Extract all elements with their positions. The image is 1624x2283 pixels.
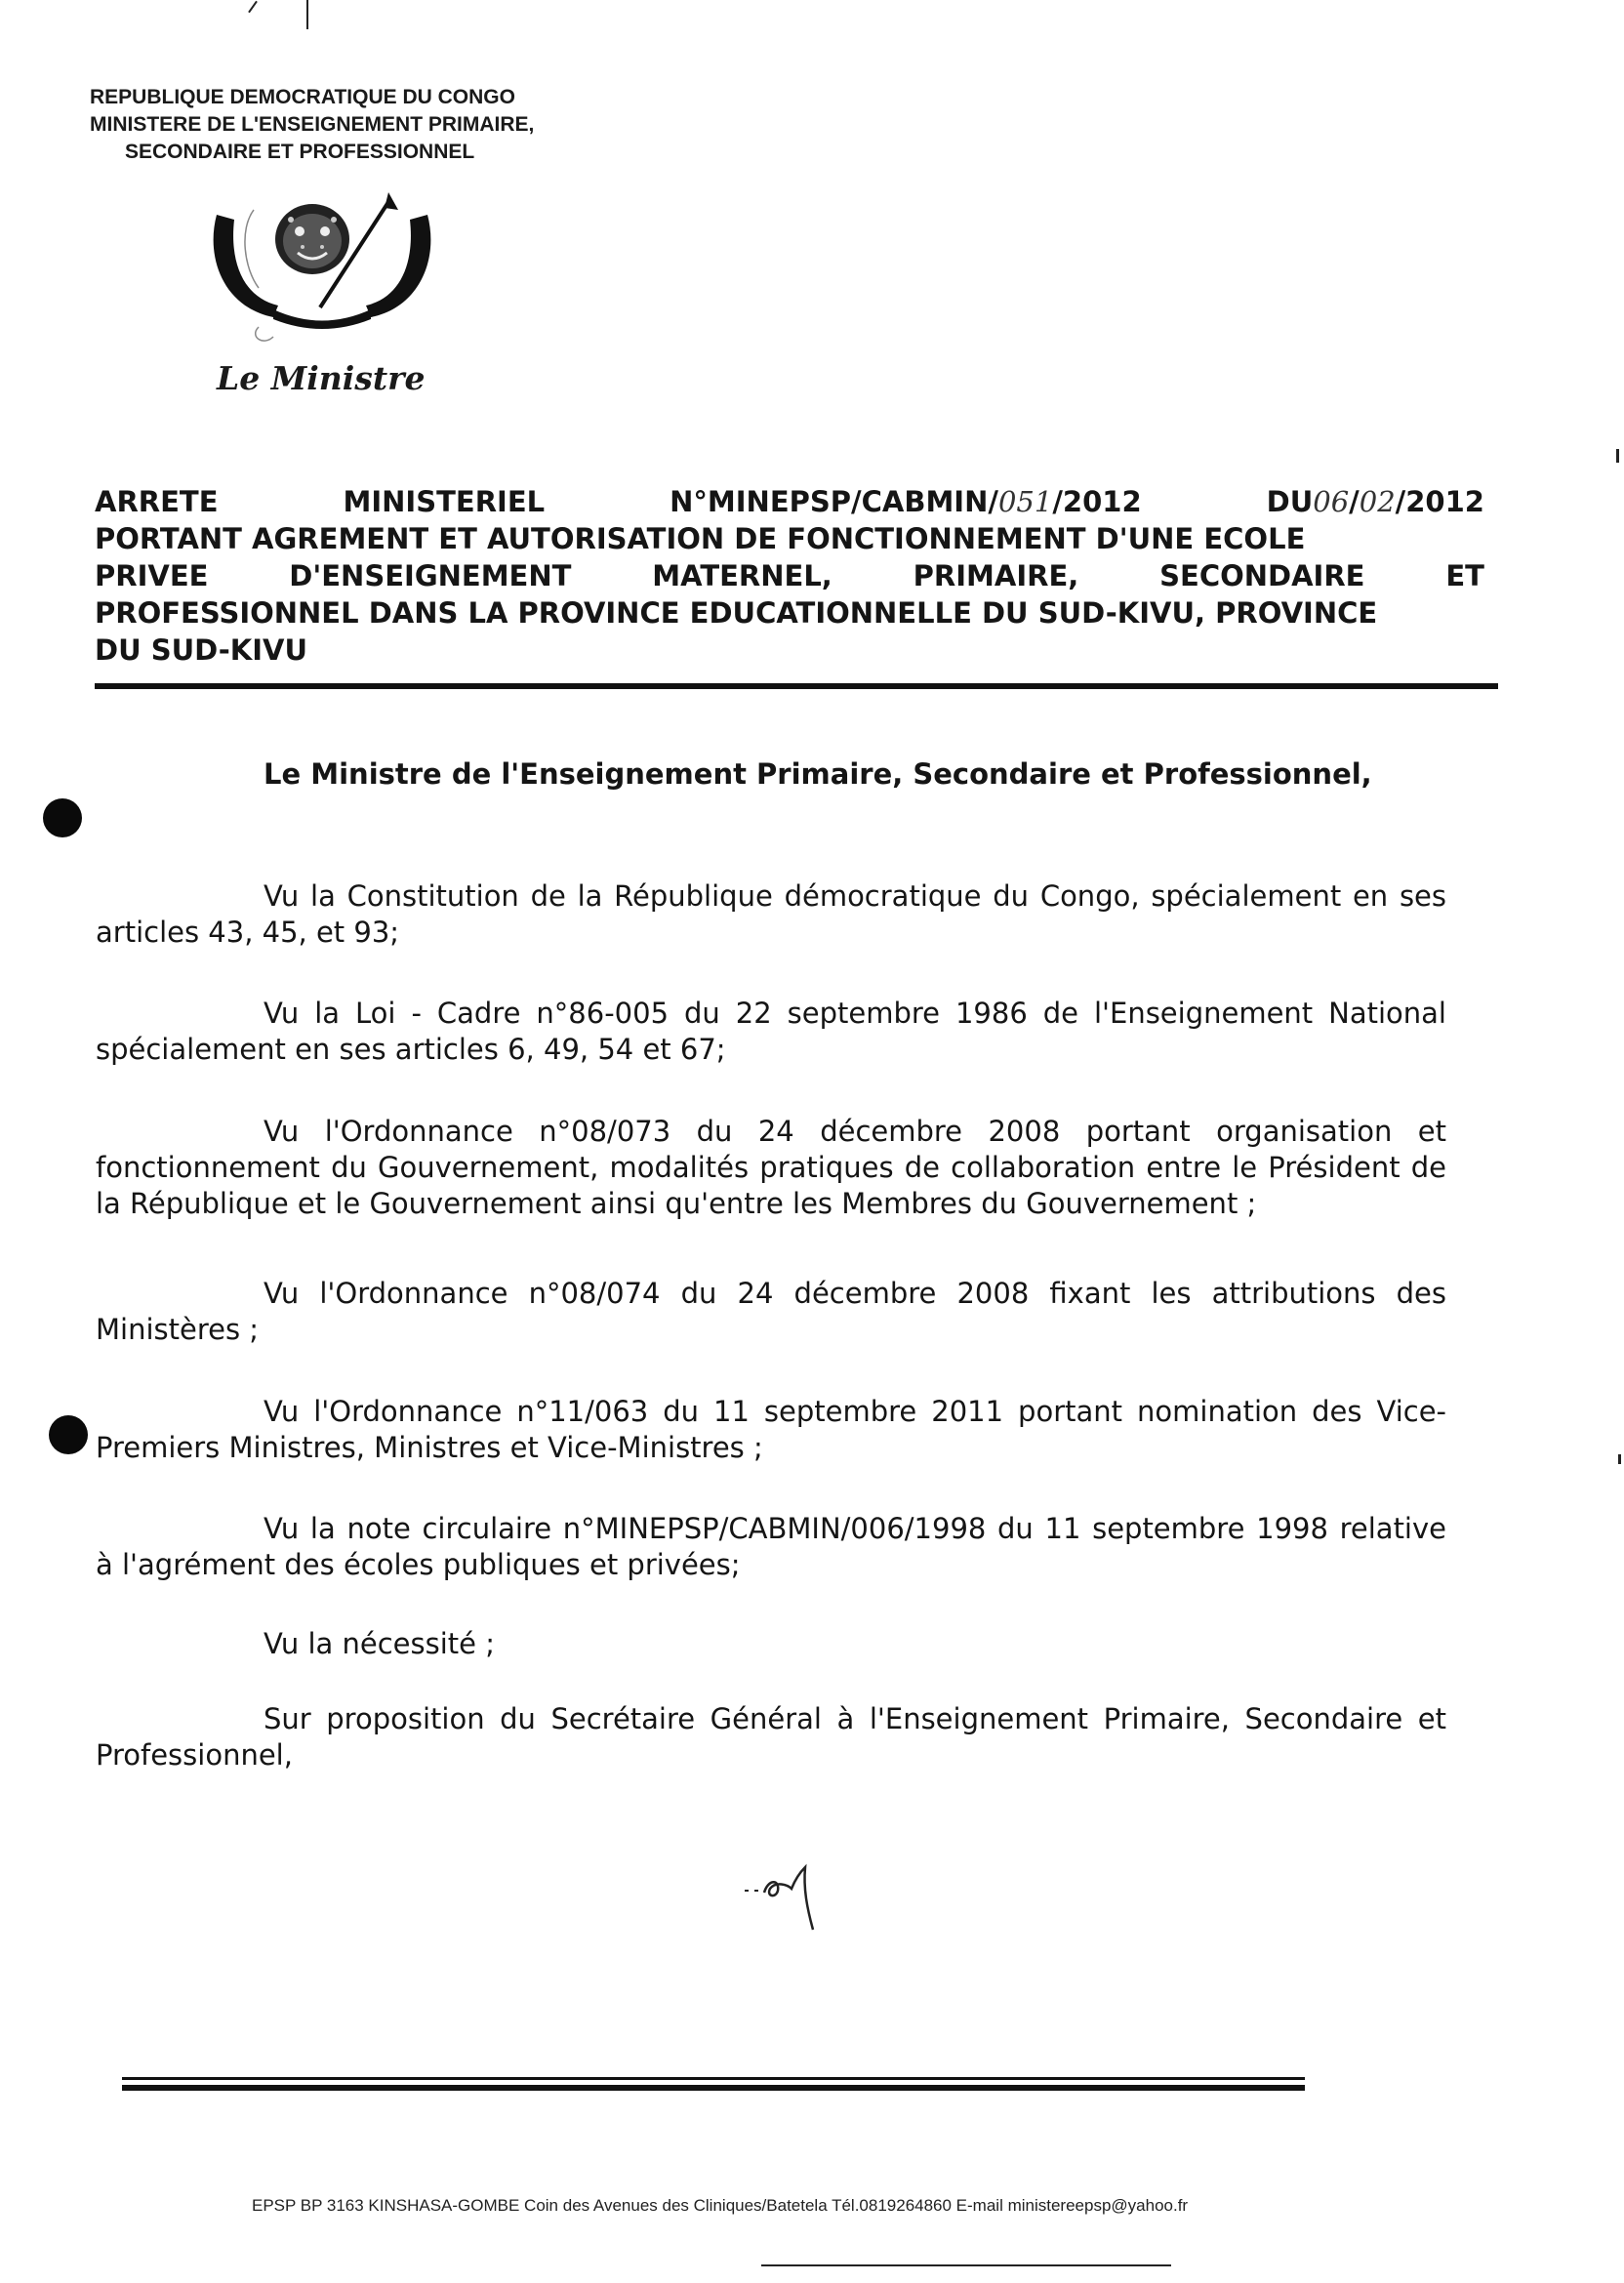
- title-word: MATERNEL,: [652, 559, 832, 592]
- considerant-paragraph: Vu la note circulaire n°MINEPSP/CABMIN/006/1998 du 11 septembre 1998 relative à l'agrément des écoles publiques et privées;: [96, 1512, 1446, 1581]
- scan-artifact: [761, 2264, 1171, 2266]
- title-word: PRIMAIRE,: [913, 559, 1079, 592]
- header-ministry: MINISTERE DE L'ENSEIGNEMENT PRIMAIRE,: [90, 113, 535, 136]
- scan-artifact: [248, 1, 258, 14]
- considerant-paragraph: Sur proposition du Secrétaire Général à l'Enseignement Primaire, Secondaire et Professionnel,: [96, 1702, 1446, 1772]
- title-word-arrete: ARRETE: [95, 485, 219, 518]
- title-line-4: PROFESSIONNEL DANS LA PROVINCE EDUCATIONNELLE DU SUD-KIVU, PROVINCE: [95, 596, 1378, 630]
- scan-artifact: [1616, 449, 1619, 463]
- considerant-paragraph: Vu la Constitution de la République démocratique du Congo, spécialement en ses articles 43, 45, et 93;: [96, 879, 1446, 949]
- considerant-paragraph: Vu l'Ordonnance n°11/063 du 11 septembre 2011 portant nomination des Vice-Premiers Ministres, Ministres et Vice-Ministres ;: [96, 1395, 1446, 1464]
- date-suffix: /2012: [1395, 485, 1484, 518]
- footer-address: EPSP BP 3163 KINSHASA-GOMBE Coin des Avenues des Cliniques/Batetela Tél.0819264860 E-mail ministereepsp@yahoo.fr: [252, 2196, 1189, 2215]
- decree-date: DU06/02/2012: [1266, 485, 1484, 518]
- scan-artifact: [1618, 1454, 1621, 1464]
- considerant-paragraph: Vu l'Ordonnance n°08/073 du 24 décembre 2008 portant organisation et fonctionnement du Gouvernement, modalités pratiques de collaboration entre le Président de la République et le Gouvernement ainsi qu'entre les Membres du Gouvernement ;: [96, 1115, 1446, 1220]
- title-line-1: [95, 483, 1484, 520]
- decree-reference: [670, 483, 1142, 520]
- header-ministry-cont: SECONDAIRE ET PROFESSIONNEL: [125, 141, 475, 163]
- title-word-ministeriel: MINISTERIEL: [343, 485, 546, 518]
- punch-hole-mark: [49, 1415, 88, 1454]
- header-republic: REPUBLIQUE DEMOCRATIQUE DU CONGO: [90, 86, 515, 108]
- title-word: D'ENSEIGNEMENT: [289, 559, 572, 592]
- ref-prefix: N°MINEPSP/CABMIN/: [670, 485, 998, 518]
- punch-hole-mark: [43, 798, 82, 837]
- considerant-paragraph: Vu la Loi - Cadre n°86-005 du 22 septembre 1986 de l'Enseignement National spécialement en ses articles 6, 49, 54 et 67;: [96, 997, 1446, 1066]
- title-word: SECONDAIRE: [1159, 559, 1365, 592]
- footer-rule: [122, 2077, 1305, 2080]
- title-line-5: DU SUD-KIVU: [95, 633, 308, 667]
- footer-rule: [122, 2085, 1305, 2091]
- handwritten-day: 06: [1313, 485, 1350, 518]
- coat-of-arms-icon: [205, 190, 439, 356]
- scan-artifact: [306, 0, 308, 29]
- handwritten-month: 02: [1359, 485, 1396, 518]
- considerant-paragraph: Vu l'Ordonnance n°08/074 du 24 décembre 2008 fixant les attributions des Ministères ;: [96, 1277, 1446, 1346]
- considerant-paragraph: Vu la nécessité ;: [264, 1627, 495, 1660]
- title-line-2: PORTANT AGREMENT ET AUTORISATION DE FONCTIONNEMENT D'UNE ECOLE: [95, 522, 1306, 555]
- handwritten-initials-mark: [737, 1859, 834, 1937]
- signatory-title: Le Ministre: [217, 359, 426, 397]
- ref-suffix: /2012: [1052, 485, 1142, 518]
- minister-heading: Le Ministre de l'Enseignement Primaire, Secondaire et Professionnel,: [264, 757, 1372, 791]
- title-word: PRIVEE: [95, 559, 209, 592]
- decree-title: [95, 483, 1484, 669]
- date-prefix: DU: [1266, 485, 1314, 518]
- title-divider: [95, 683, 1498, 689]
- title-word: ET: [1445, 559, 1484, 592]
- title-line-3: [95, 557, 1484, 594]
- handwritten-ref-number: 051: [997, 485, 1053, 518]
